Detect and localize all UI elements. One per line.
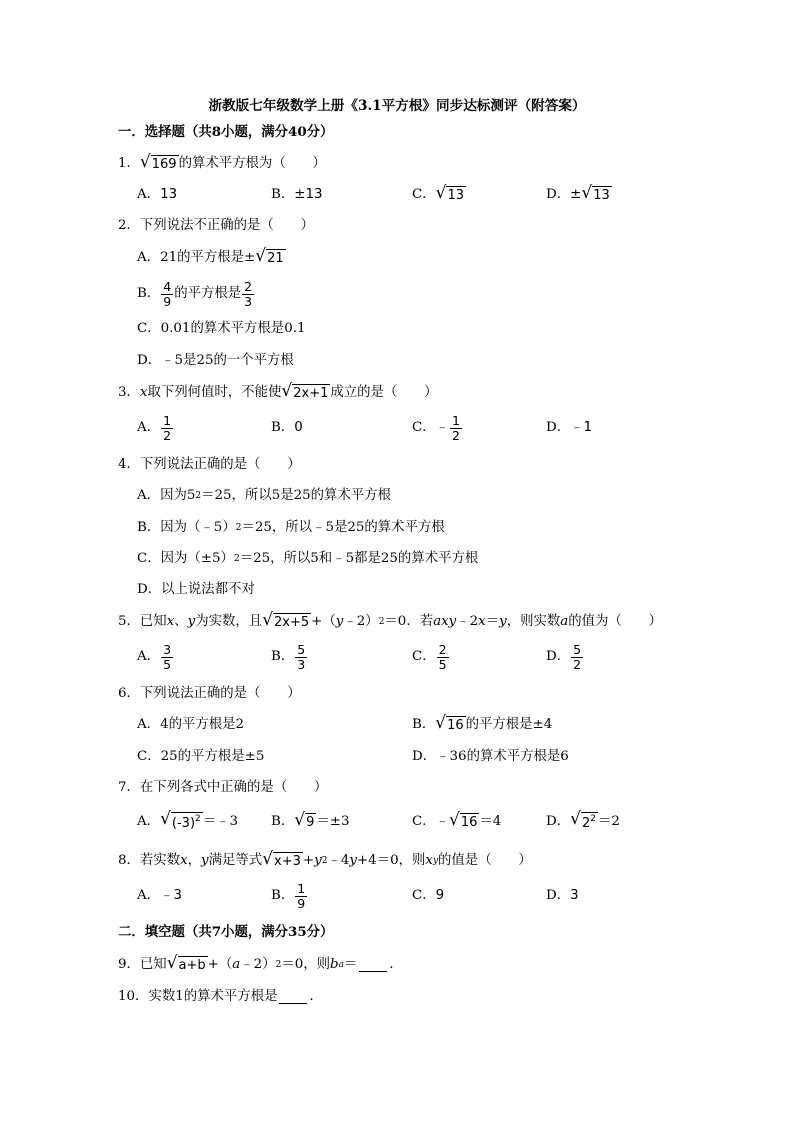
question-9-stem <box>0 950 794 980</box>
option-label: A． <box>137 250 161 266</box>
option-2d-content <box>137 346 294 376</box>
radicand: 13 <box>447 187 465 203</box>
option-2b-content <box>137 277 255 311</box>
option-1c <box>412 180 466 210</box>
fraction <box>242 280 254 309</box>
section-2-heading <box>0 918 794 948</box>
sqrt-symbol: √ 13 <box>435 182 465 203</box>
question-5-text: ，则实数 <box>506 614 561 630</box>
radicand: 16 <box>447 717 464 733</box>
option-label: A． <box>137 420 161 436</box>
option-text: ﹣1 <box>570 420 593 436</box>
option-label: D． <box>546 420 571 436</box>
section-1-heading <box>0 118 794 148</box>
question-7-text: 在下列各式中正确的是（ ） <box>139 780 328 796</box>
option-4a <box>0 481 794 511</box>
option-text: 因为5 <box>160 488 196 504</box>
radicand: a+b <box>178 957 206 973</box>
operator: ﹣2） <box>240 957 276 973</box>
option-label: C． <box>412 888 436 904</box>
option-label: C． <box>137 551 161 567</box>
superscript: y <box>432 855 439 866</box>
option-label: D． <box>546 814 571 830</box>
option-text: ﹣36的算术平方根是6 <box>436 749 569 765</box>
option-text: 0.01的算术平方根是0.1 <box>160 321 306 337</box>
option-4b-content <box>137 513 445 543</box>
sqrt-symbol: √ a+b <box>166 952 206 973</box>
option-5a <box>137 640 174 674</box>
radicand-base: 2 <box>581 815 591 831</box>
option-text: 25的平方根是±5 <box>160 749 265 765</box>
question-3-number: 3． <box>118 385 140 401</box>
option-5c <box>412 640 450 674</box>
superscript: 2 <box>275 959 282 970</box>
variable: y <box>349 853 357 869</box>
section-2-title: 二．填空题（共7小题，满分35分） <box>118 924 334 941</box>
option-6c <box>137 742 264 772</box>
question-8-text: +4＝0，则 <box>356 853 426 869</box>
question-8-number: 8． <box>118 853 140 869</box>
question-4-stem <box>0 450 794 480</box>
question-6-options-row1 <box>0 710 794 740</box>
question-3-text-end: 成立的是（ ） <box>330 385 438 401</box>
radicand: 16 <box>460 814 478 830</box>
radicand: 9 <box>306 814 315 830</box>
fraction <box>161 280 173 309</box>
option-4a-content <box>137 481 391 511</box>
question-8-text: 若实数 <box>139 853 181 869</box>
fraction-numerator: 1 <box>163 412 172 428</box>
question-10-number: 10． <box>118 989 149 1005</box>
fraction-denominator: 2 <box>452 427 460 443</box>
option-text: 0 <box>294 420 303 436</box>
question-1-number: 1． <box>118 156 140 172</box>
option-3c <box>412 411 463 445</box>
radicand <box>171 812 203 832</box>
option-text: ﹣ <box>435 420 450 436</box>
option-label: A． <box>137 814 161 830</box>
option-text: ﹣3 <box>160 888 182 904</box>
answer-blank[interactable] <box>279 991 307 1004</box>
option-label: B． <box>271 420 295 436</box>
superscript: 2 <box>195 490 202 501</box>
sqrt-symbol: √ 2x+1 <box>281 380 329 401</box>
option-2b <box>0 277 794 311</box>
option-3a <box>137 411 174 445</box>
option-label: B． <box>271 649 295 665</box>
fraction-denominator: 5 <box>163 656 172 672</box>
option-4d <box>0 575 794 605</box>
fraction-numerator: 2 <box>438 641 447 657</box>
option-1d <box>546 180 612 210</box>
fraction-numerator: 5 <box>297 641 306 657</box>
option-text: ＝2 <box>598 814 620 830</box>
variable: y <box>335 614 344 630</box>
superscript: 2 <box>321 855 328 866</box>
sqrt-symbol: √ 21 <box>255 245 284 266</box>
question-5-text: 已知 <box>139 614 167 630</box>
option-text: 9 <box>435 888 445 904</box>
superscript: 2 <box>590 813 596 824</box>
separator: ， <box>187 853 202 869</box>
question-8 <box>118 846 532 876</box>
option-text: 的平方根是 <box>174 286 242 302</box>
operator: ＝ <box>485 614 500 630</box>
variable: y <box>314 853 322 869</box>
option-text-end: ＝25，所以﹣5是25的算术平方根 <box>241 520 445 536</box>
question-1-options <box>0 180 794 210</box>
question-4-number: 4． <box>118 457 140 473</box>
question-7-options <box>0 807 794 837</box>
variable: a <box>560 614 569 630</box>
fraction <box>161 643 173 672</box>
question-2-text: 下列说法不正确的是（ ） <box>139 218 314 234</box>
option-label: B． <box>271 814 295 830</box>
fraction <box>161 414 173 443</box>
radicand: 169 <box>151 156 177 172</box>
option-4c-content <box>137 544 478 574</box>
option-label: C． <box>412 814 436 830</box>
option-text: 3 <box>570 888 579 904</box>
question-6 <box>118 679 301 709</box>
option-label: D． <box>137 582 162 598</box>
option-2d <box>0 346 794 376</box>
option-label: A． <box>137 888 161 904</box>
operator: ＝ <box>343 957 358 973</box>
option-label: A． <box>137 649 161 665</box>
superscript: 2 <box>235 522 242 533</box>
option-text: 4的平方根是2 <box>160 717 245 733</box>
superscript: 2 <box>378 616 385 627</box>
sqrt-symbol: √ 2x+5 <box>262 609 310 630</box>
question-2-number: 2． <box>118 218 140 234</box>
question-10-text-end: ． <box>309 989 323 1005</box>
variable: axy <box>433 614 457 630</box>
option-text: 13 <box>160 187 178 203</box>
question-5-text: 为实数，且 <box>195 614 263 630</box>
operator: +（ <box>311 614 336 630</box>
option-label: D． <box>546 888 571 904</box>
question-6-text: 下列说法正确的是（ ） <box>139 686 301 702</box>
question-8-text-end: 的值是（ ） <box>438 853 532 869</box>
question-10-text: 实数1的算术平方根是 <box>148 989 278 1005</box>
option-6a <box>137 710 244 740</box>
option-5d <box>546 640 584 674</box>
question-5-number: 5． <box>118 614 140 630</box>
fraction-denominator: 3 <box>244 293 253 309</box>
option-text: ﹣5是25的一个平方根 <box>161 353 294 369</box>
question-3 <box>118 378 438 408</box>
fraction <box>295 643 307 672</box>
option-2a <box>0 243 794 273</box>
option-label: B． <box>412 717 436 733</box>
option-text: ＝±3 <box>316 814 350 830</box>
option-label: B． <box>271 888 295 904</box>
question-3-stem <box>0 378 794 408</box>
variable: x <box>180 853 188 869</box>
variable: a <box>232 957 241 973</box>
sqrt-symbol: √ 16 <box>435 712 464 733</box>
question-4-text: 下列说法正确的是（ ） <box>139 457 301 473</box>
fraction <box>437 643 449 672</box>
question-9 <box>118 950 403 980</box>
variable: x <box>139 385 148 401</box>
option-6d <box>412 742 569 772</box>
option-label: A． <box>137 488 161 504</box>
question-2 <box>118 211 314 241</box>
option-2c-content <box>137 314 306 344</box>
superscript: a <box>338 959 344 970</box>
option-label: D． <box>546 649 571 665</box>
question-6-options-row2 <box>0 742 794 772</box>
option-label: C． <box>137 321 161 337</box>
operator: +（ <box>207 957 233 973</box>
fraction-denominator: 2 <box>163 427 172 443</box>
question-5-text-end: 的值为（ ） <box>568 614 662 630</box>
operator: ﹣2 <box>456 614 479 630</box>
option-7b <box>271 807 350 837</box>
option-8d <box>546 879 579 913</box>
radicand: 21 <box>267 250 284 266</box>
question-2-stem <box>0 211 794 241</box>
question-6-number: 6． <box>118 686 140 702</box>
sqrt-symbol: √ 169 <box>139 151 177 172</box>
question-9-text: ＝0，则 <box>281 957 331 973</box>
radicand: 13 <box>593 187 610 203</box>
fraction-denominator: 5 <box>438 656 447 672</box>
variable: b <box>330 957 339 973</box>
option-text-end: ＝25，所以5和﹣5都是25的算术平方根 <box>239 551 479 567</box>
radicand: 2x+5 <box>274 614 310 630</box>
option-text: 因为（﹣5） <box>160 520 236 536</box>
variable: x <box>425 853 433 869</box>
option-text: ﹣ <box>435 814 450 830</box>
option-text: ± <box>570 187 582 203</box>
option-8c <box>412 879 444 913</box>
option-label: C． <box>137 749 161 765</box>
question-4 <box>118 450 301 480</box>
operator: ﹣2） <box>343 614 379 630</box>
option-label: B． <box>271 187 295 203</box>
fraction <box>571 643 583 672</box>
option-text: 的平方根是±4 <box>465 717 553 733</box>
option-2c <box>0 314 794 344</box>
variable: y <box>187 614 196 630</box>
option-7c <box>412 807 501 837</box>
variable: x <box>166 614 175 630</box>
question-8-options <box>0 879 794 913</box>
sqrt-symbol: √ 9 <box>294 809 315 830</box>
question-8-stem <box>0 846 794 876</box>
question-5 <box>118 607 662 637</box>
fraction-numerator: 5 <box>573 641 582 657</box>
option-7a <box>137 807 238 837</box>
fraction-denominator: 9 <box>163 293 172 309</box>
document-title-text: 浙教版七年级数学上册《3.1平方根》同步达标测评（附答案） <box>208 98 586 115</box>
option-5b <box>271 640 308 674</box>
question-6-stem <box>0 679 794 709</box>
fraction-denominator: 2 <box>573 656 582 672</box>
variable: x <box>478 614 486 630</box>
radicand: 2x+1 <box>293 385 329 401</box>
option-label: C． <box>412 187 436 203</box>
option-label: A． <box>137 717 161 733</box>
sqrt-symbol: √ 16 <box>449 809 478 830</box>
question-1 <box>118 149 326 179</box>
option-label: B． <box>137 520 161 536</box>
sqrt-symbol: √ $(-3)^2$ <box>160 808 201 831</box>
option-4c <box>0 544 794 574</box>
option-8b <box>271 879 308 913</box>
radicand-base: (-3) <box>171 815 196 831</box>
answer-blank[interactable] <box>359 959 387 972</box>
fraction <box>295 882 307 911</box>
variable: y <box>201 853 209 869</box>
option-label: C． <box>412 649 436 665</box>
fraction-numerator: 4 <box>163 278 172 294</box>
fraction-denominator: 3 <box>297 656 306 672</box>
option-4b <box>0 513 794 543</box>
question-9-text-end: ． <box>389 957 403 973</box>
operator: ﹣4 <box>327 853 350 869</box>
radicand: x+3 <box>274 853 301 869</box>
operator: + <box>302 853 315 869</box>
question-10 <box>118 982 323 1012</box>
option-4d-content <box>137 575 255 605</box>
question-1-text: 的算术平方根为（ ） <box>178 156 326 172</box>
option-text-end: ＝4 <box>479 814 502 830</box>
question-5-options <box>0 640 794 674</box>
option-1b <box>271 180 323 210</box>
option-text: 以上说法都不对 <box>161 582 255 598</box>
option-7d <box>546 807 620 837</box>
fraction-numerator: 1 <box>452 412 460 428</box>
option-8a <box>137 879 182 913</box>
option-3d <box>546 411 592 445</box>
superscript: 2 <box>195 813 201 824</box>
superscript: 2 <box>233 553 240 564</box>
option-label: A． <box>137 187 161 203</box>
sqrt-symbol: √ $2^2$ <box>570 808 596 831</box>
option-2a-content <box>137 243 286 273</box>
question-5-stem <box>0 607 794 637</box>
fraction-denominator: 9 <box>297 895 306 911</box>
radicand <box>581 812 598 832</box>
option-text: 21的平方根是± <box>160 250 256 266</box>
option-label: C． <box>412 420 436 436</box>
question-8-text: 满足等式 <box>208 853 263 869</box>
fraction-numerator: 1 <box>297 880 306 896</box>
option-6b <box>412 710 552 740</box>
question-9-number: 9． <box>118 957 140 973</box>
question-9-text: 已知 <box>139 957 167 973</box>
option-label: D． <box>137 353 162 369</box>
question-7 <box>118 773 327 803</box>
option-3b <box>271 411 303 445</box>
question-7-stem <box>0 773 794 803</box>
question-1-stem <box>0 149 794 179</box>
option-label: B． <box>137 286 161 302</box>
question-7-number: 7． <box>118 780 140 796</box>
sqrt-symbol: √ x+3 <box>262 848 301 869</box>
option-text-end: ＝25，所以5是25的算术平方根 <box>201 488 392 504</box>
option-text: ±13 <box>294 187 323 203</box>
question-5-text: ＝0．若 <box>384 614 434 630</box>
fraction <box>450 414 462 443</box>
question-3-text: 取下列何值时，不能使 <box>147 385 282 401</box>
option-text: ＝﹣3 <box>202 814 239 830</box>
separator: 、 <box>174 614 188 630</box>
question-3-options <box>0 411 794 445</box>
option-text: 因为（±5） <box>160 551 234 567</box>
section-1-title: 一．选择题（共8小题，满分40分） <box>118 124 334 141</box>
fraction-numerator: 2 <box>244 278 253 294</box>
option-label: D． <box>546 187 571 203</box>
question-10-stem <box>0 982 794 1012</box>
option-1a <box>137 180 177 210</box>
option-label: D． <box>412 749 437 765</box>
variable: y <box>499 614 507 630</box>
fraction-numerator: 3 <box>163 641 172 657</box>
sqrt-symbol: √ 13 <box>581 182 610 203</box>
